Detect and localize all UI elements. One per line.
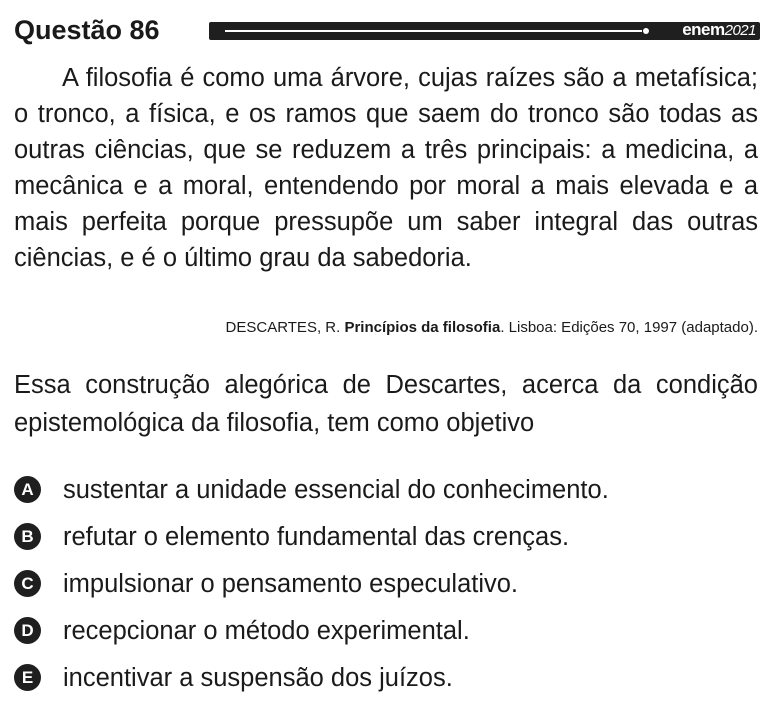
option-d-text: recepcionar o método experimental.	[63, 616, 470, 645]
option-d[interactable]	[14, 607, 758, 654]
option-e-text: incentivar a suspensão dos juízos.	[63, 663, 453, 692]
source-text-body: A filosofia é como uma árvore, cujas raízes são a metafísica; o tronco, a física, e os ramos que saem do tronco são todas as outras ciências, que se reduzem a três principais: a medicina, a mecânica e a moral, entendendo por moral a mais elevada e a mais perfeita porque pressupõe um saber integral das outras ciências, e é o último grau da sabedoria.	[14, 64, 758, 272]
option-c-letter-icon: C	[14, 570, 41, 597]
option-a-letter-icon: A	[14, 476, 41, 503]
source-text	[14, 60, 758, 276]
enem-banner	[209, 22, 760, 40]
answer-options	[14, 466, 758, 701]
option-c-text: impulsionar o pensamento especulativo.	[63, 569, 519, 598]
question-header	[14, 14, 760, 46]
enem-logo-brand: enem	[682, 20, 725, 39]
option-b[interactable]	[14, 513, 758, 560]
question-prompt: Essa construção alegórica de Descartes, acerca da condição epistemológica da filosofia, tem como objetivo	[14, 371, 758, 437]
option-b-text: refutar o elemento fundamental das crenças.	[63, 522, 570, 551]
question-title: Questão 86	[14, 15, 160, 45]
banner-line	[225, 30, 642, 32]
option-a[interactable]	[14, 466, 758, 513]
citation	[226, 318, 758, 338]
option-c[interactable]	[14, 560, 758, 607]
option-e-letter-icon: E	[14, 664, 41, 691]
citation-details: . Lisboa: Edições 70, 1997 (adaptado).	[500, 319, 758, 336]
option-e[interactable]	[14, 654, 758, 701]
option-a-text: sustentar a unidade essencial do conhecimento.	[63, 475, 609, 504]
option-d-letter-icon: D	[14, 617, 41, 644]
enem-logo	[682, 20, 756, 41]
enem-logo-year: 2021	[724, 22, 756, 39]
banner-dot	[643, 28, 649, 34]
option-b-letter-icon: B	[14, 523, 41, 550]
citation-author: DESCARTES, R.	[225, 319, 341, 336]
citation-work: Princípios da filosofia	[344, 319, 501, 336]
